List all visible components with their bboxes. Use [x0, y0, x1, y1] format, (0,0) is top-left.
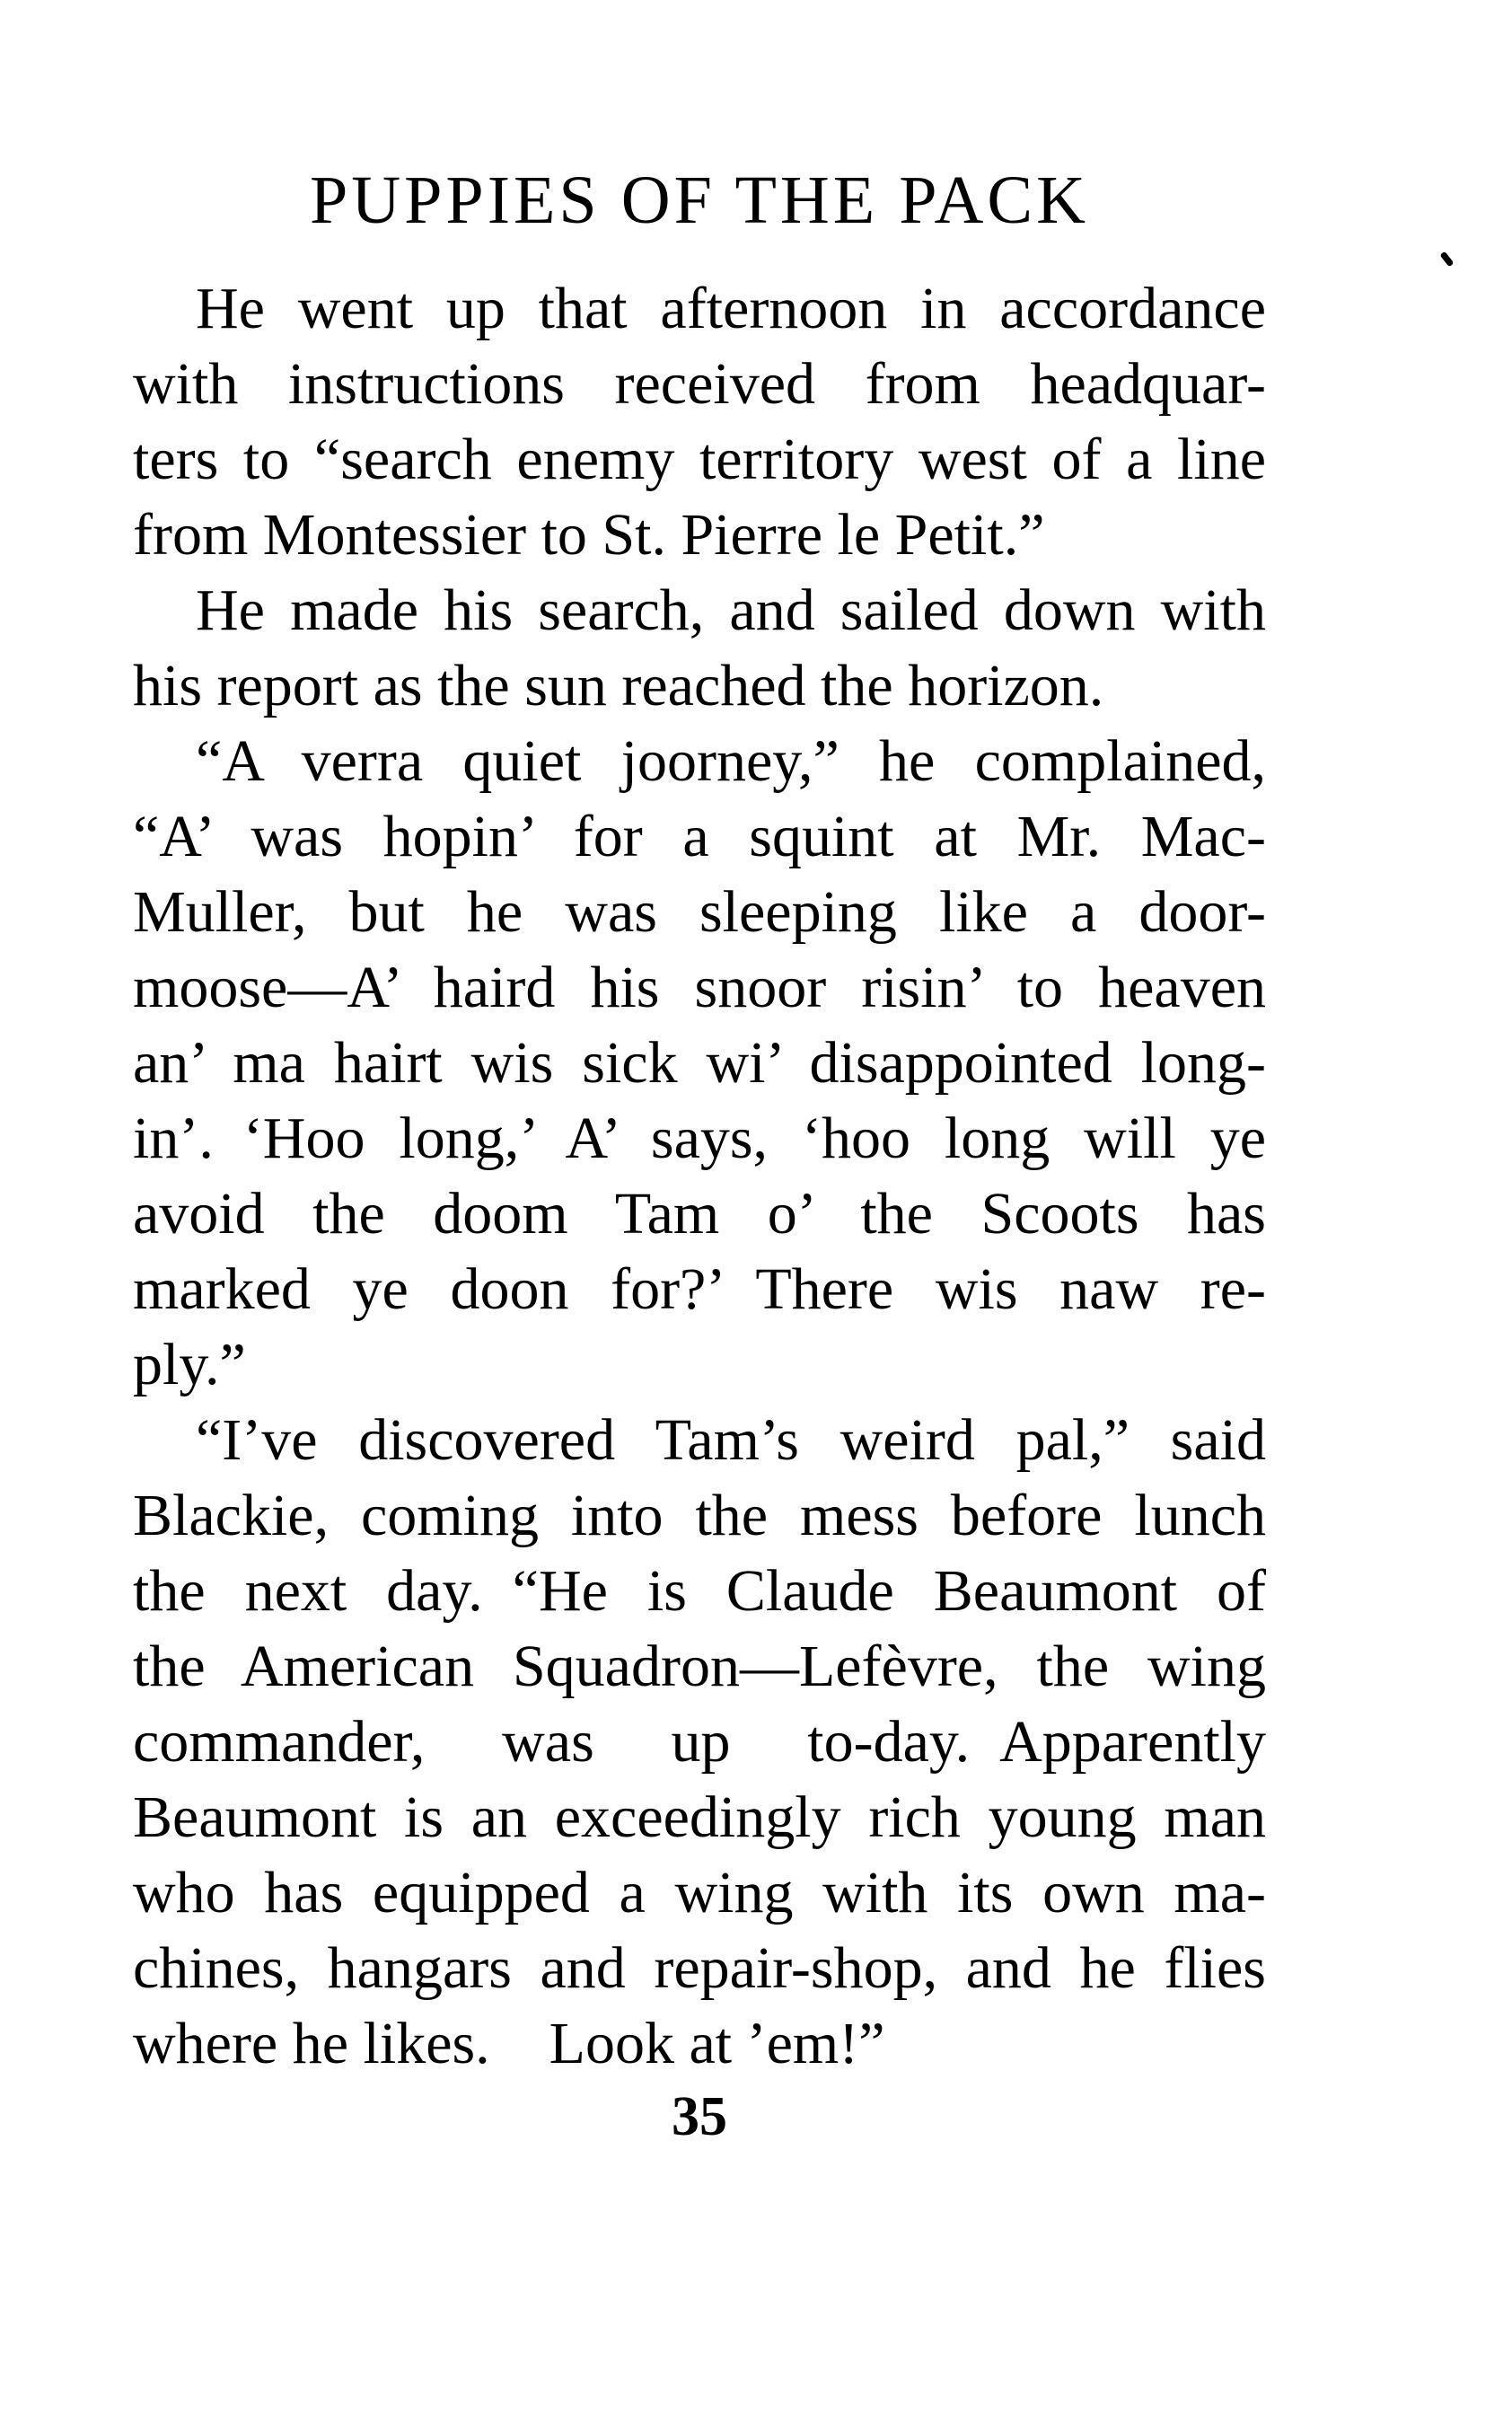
text-line: with instructions received from headquar- — [133, 351, 1266, 417]
text-line: marked ye doon for?’ There wis naw re- — [133, 1256, 1266, 1322]
paragraph — [133, 573, 1266, 724]
text-line: chines, hangars and repair-shop, and he flies — [133, 1935, 1266, 2001]
text-line: an’ ma hairt wis sick wi’ disappointed long- — [133, 1030, 1266, 1096]
text-line: “A’ was hopin’ for a squint at Mr. Mac- — [133, 804, 1266, 869]
text-line: ply.” — [133, 1332, 246, 1397]
text-line: ters to “search enemy territory west of a line — [133, 427, 1266, 492]
text-line: moose—A’ haird his snoor risin’ to heaven — [133, 955, 1266, 1020]
text-line: the American Squadron—Lefèvre, the wing — [133, 1634, 1266, 1699]
text-line: “I’ve discovered Tam’s weird pal,” said — [196, 1407, 1266, 1473]
paragraph — [133, 1403, 1266, 2082]
text-line: his report as the sun reached the horizon. — [133, 653, 1104, 718]
body-text — [133, 271, 1266, 2082]
text-line: commander, was up to-day. Apparently — [133, 1709, 1266, 1775]
text-line: where he likes. Look at ’em!” — [133, 2011, 885, 2076]
text-line: He went up that afternoon in accordance — [196, 276, 1266, 341]
scan-artifact-mark — [1440, 251, 1455, 268]
text-line: the next day. “He is Claude Beaumont of — [133, 1558, 1266, 1624]
text-line: who has equipped a wing with its own ma- — [133, 1860, 1266, 1925]
text-line: “A verra quiet joorney,” he complained, — [196, 728, 1266, 794]
text-line: Muller, but he was sleeping like a door- — [133, 879, 1266, 945]
text-line: from Montessier to St. Pierre le Petit.” — [133, 502, 1045, 568]
page-number: 35 — [672, 2086, 727, 2147]
text-line: avoid the doom Tam o’ the Scoots has — [133, 1181, 1266, 1247]
paragraph — [133, 724, 1266, 1403]
text-line: in’. ‘Hoo long,’ A’ says, ‘hoo long will ye — [133, 1106, 1266, 1171]
page-title: PUPPIES OF THE PACK — [310, 163, 1089, 238]
text-line: He made his search, and sailed down with — [196, 577, 1266, 643]
text-line: Beaumont is an exceedingly rich young man — [133, 1784, 1266, 1850]
paragraph — [133, 271, 1266, 573]
text-line: Blackie, coming into the mess before lunch — [133, 1483, 1266, 1548]
